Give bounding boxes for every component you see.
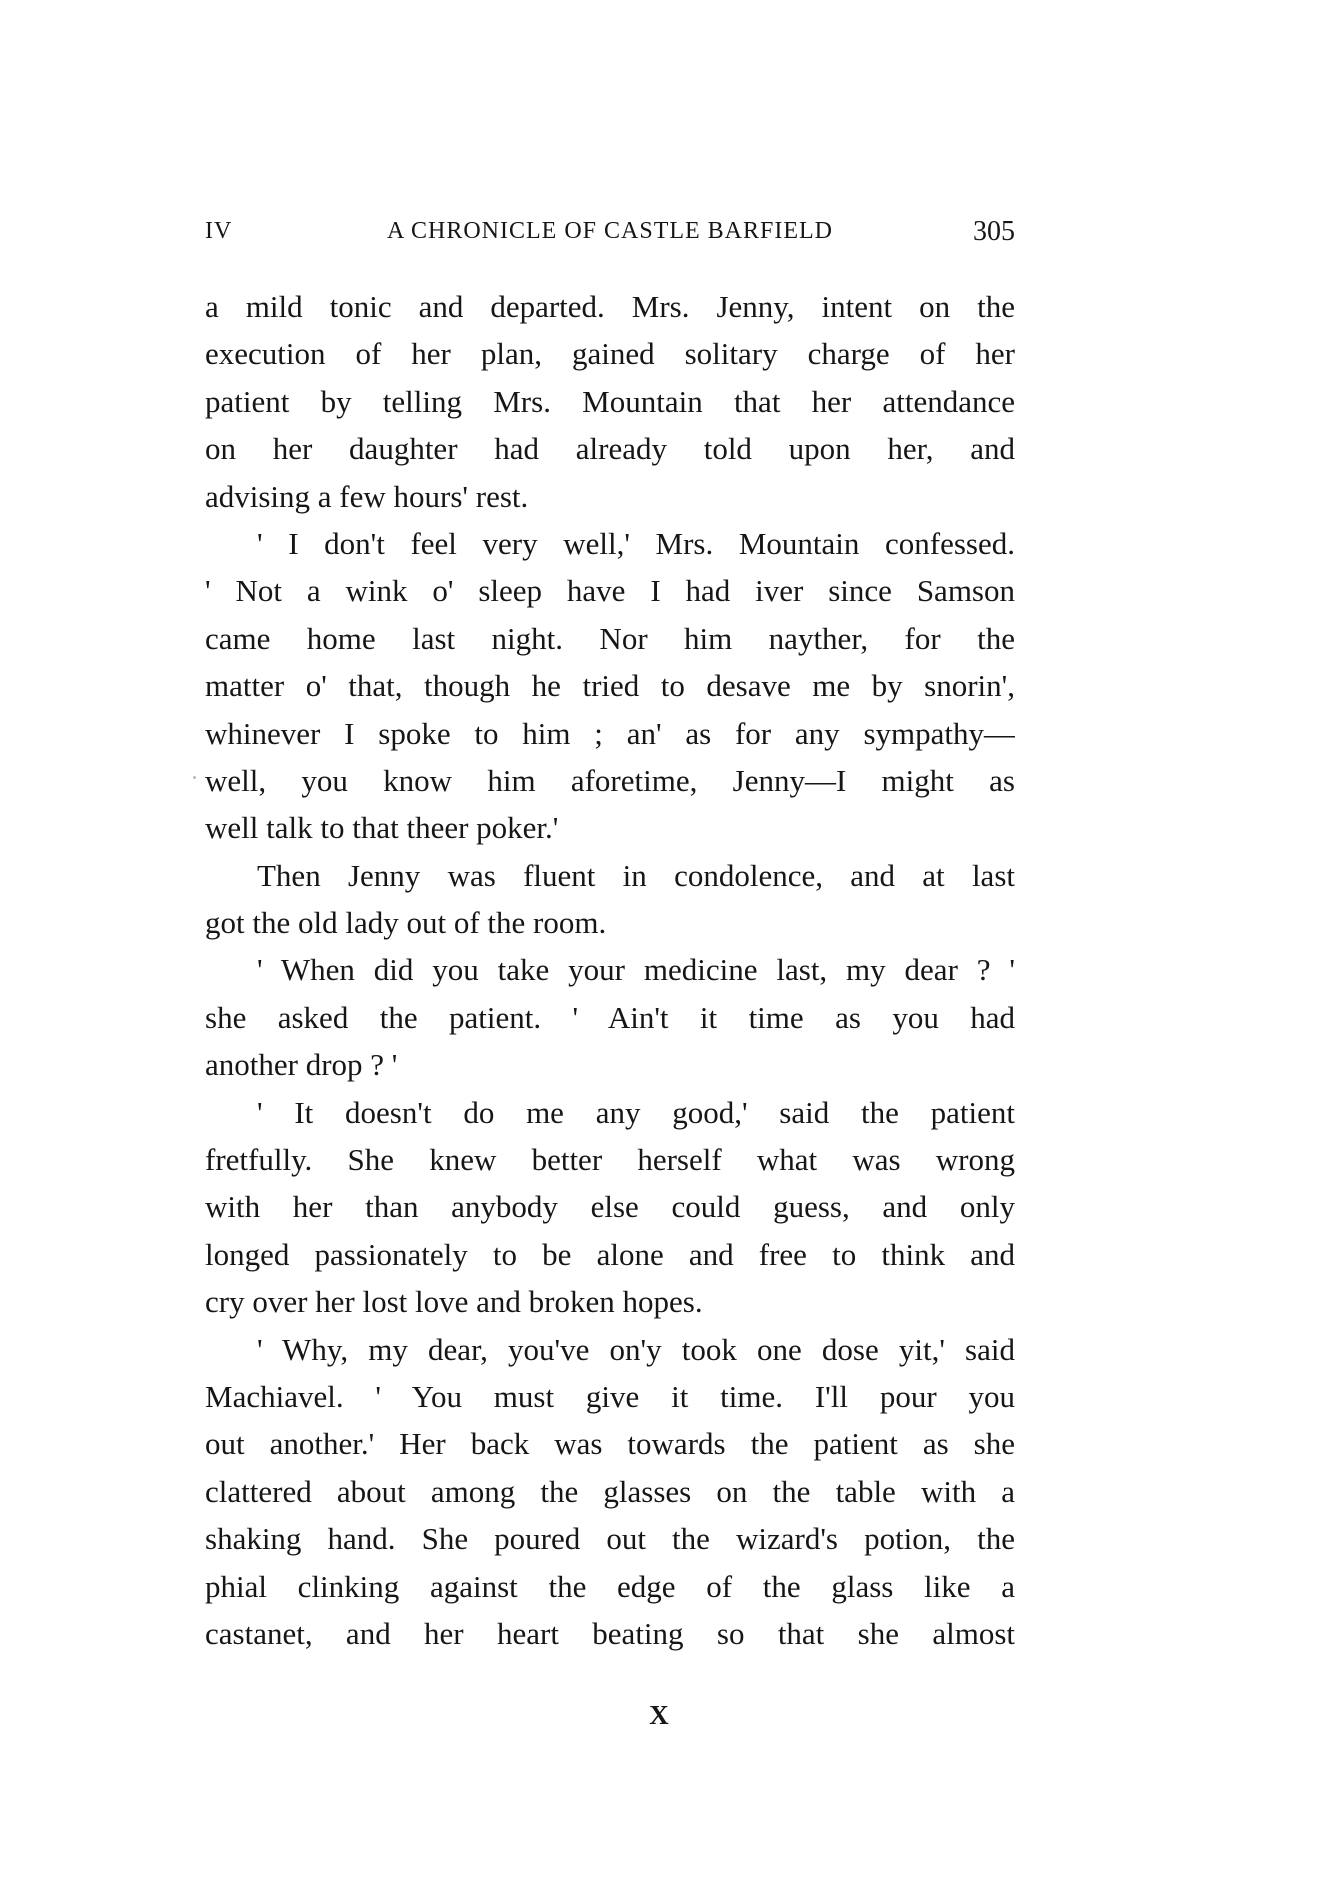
- text-line: ' It doesn't do me any good,' said the patient: [257, 1094, 1015, 1130]
- text-line: well, you know him aforetime, Jenny—I might as: [205, 762, 1015, 798]
- text-line: fretfully. She knew better herself what was wrong: [205, 1142, 1015, 1178]
- text-line: patient by telling Mrs. Mountain that her attendance: [205, 383, 1015, 419]
- page-number: 305: [973, 216, 1015, 247]
- text-line: on her daughter had already told upon her, and: [205, 431, 1015, 467]
- text-line: clattered about among the glasses on the table with a: [205, 1473, 1015, 1509]
- text-line: castanet, and her heart beating so that she almost: [205, 1615, 1015, 1651]
- body-text: [205, 283, 1015, 1657]
- text-line: Machiavel. ' You must give it time. I'll pour you: [205, 1378, 1015, 1414]
- text-line: another drop ? ': [205, 1047, 398, 1083]
- text-line: ' When did you take your medicine last, my dear ? ': [257, 952, 1015, 988]
- running-title: A CHRONICLE OF CASTLE BARFIELD: [386, 218, 834, 244]
- text-line: ' I don't feel very well,' Mrs. Mountain confessed.: [257, 525, 1015, 561]
- text-line: with her than anybody else could guess, and only: [205, 1189, 1015, 1225]
- ink-speck: [193, 776, 196, 779]
- text-line: got the old lady out of the room.: [205, 905, 607, 941]
- text-line: shaking hand. She poured out the wizard's potion, the: [205, 1521, 1015, 1557]
- text-line: execution of her plan, gained solitary charge of her: [205, 336, 1015, 372]
- running-header: [205, 218, 1015, 258]
- text-line: out another.' Her back was towards the patient as she: [205, 1426, 1015, 1462]
- text-line: Then Jenny was fluent in condolence, and at last: [257, 857, 1015, 893]
- chapter-number: IV: [205, 218, 233, 244]
- text-line: she asked the patient. ' Ain't it time as you had: [205, 999, 1015, 1035]
- text-line: came home last night. Nor him nayther, for the: [205, 620, 1015, 656]
- text-line: longed passionately to be alone and free to think and: [205, 1236, 1015, 1272]
- text-line: cry over her lost love and broken hopes.: [205, 1284, 703, 1320]
- text-line: ' Why, my dear, you've on'y took one dose yit,' said: [257, 1331, 1015, 1367]
- text-line: whinever I spoke to him ; an' as for any sympathy—: [205, 715, 1015, 751]
- signature-mark: X: [649, 1700, 669, 1730]
- text-line: advising a few hours' rest.: [205, 478, 529, 514]
- text-line: matter o' that, though he tried to desave me by snorin',: [205, 668, 1015, 704]
- text-line: phial clinking against the edge of the glass like a: [205, 1568, 1015, 1604]
- text-line: a mild tonic and departed. Mrs. Jenny, intent on the: [205, 289, 1015, 324]
- text-line: well talk to that theer poker.': [205, 810, 559, 846]
- text-line: ' Not a wink o' sleep have I had iver since Samson: [205, 573, 1015, 609]
